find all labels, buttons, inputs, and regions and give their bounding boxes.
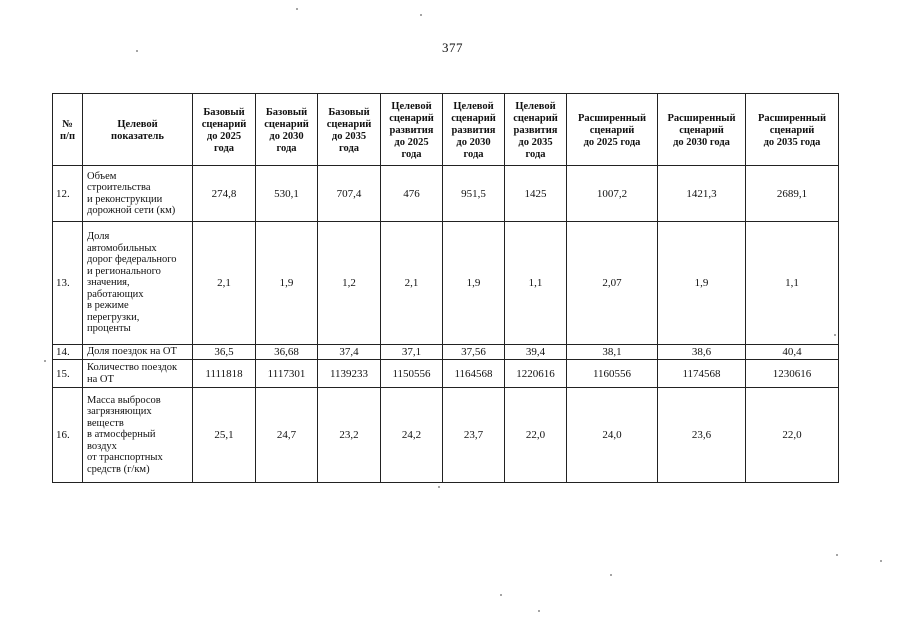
row-indicator: Объем строительства и реконструкции дорожной сети (км) (83, 166, 193, 222)
cell-value: 1,9 (256, 222, 318, 345)
row-number: 15. (53, 360, 83, 388)
cell-value: 1,9 (658, 222, 746, 345)
scan-speck (438, 486, 440, 488)
header-base-2030: Базовый сценарий до 2030 года (256, 94, 318, 166)
cell-value: 951,5 (443, 166, 505, 222)
header-base-2035: Базовый сценарий до 2035 года (318, 94, 381, 166)
cell-value: 1160556 (567, 360, 658, 388)
cell-value: 37,4 (318, 345, 381, 360)
row-indicator: Количество поездок на ОТ (83, 360, 193, 388)
cell-value: 1164568 (443, 360, 505, 388)
cell-value: 22,0 (746, 388, 839, 483)
cell-value: 2,1 (193, 222, 256, 345)
scan-speck (836, 554, 838, 556)
scan-speck (296, 8, 298, 10)
table-row (53, 222, 839, 345)
table-row (53, 345, 839, 360)
cell-value: 1174568 (658, 360, 746, 388)
scan-speck (420, 14, 422, 16)
cell-value: 1,1 (505, 222, 567, 345)
cell-value: 1117301 (256, 360, 318, 388)
row-number: 16. (53, 388, 83, 483)
scan-speck (500, 594, 502, 596)
indicators-table (52, 93, 839, 483)
cell-value: 2,07 (567, 222, 658, 345)
cell-value: 37,1 (381, 345, 443, 360)
scan-speck (136, 50, 138, 52)
table-row (53, 166, 839, 222)
cell-value: 23,6 (658, 388, 746, 483)
cell-value: 1,1 (746, 222, 839, 345)
cell-value: 476 (381, 166, 443, 222)
header-target-2025: Целевой сценарий развития до 2025 года (381, 94, 443, 166)
table-header-row (53, 94, 839, 166)
cell-value: 23,2 (318, 388, 381, 483)
row-indicator: Доля автомобильных дорог федерального и регионального значения, работающих в режиме перегрузки, проценты (83, 222, 193, 345)
cell-value: 1421,3 (658, 166, 746, 222)
cell-value: 24,2 (381, 388, 443, 483)
cell-value: 274,8 (193, 166, 256, 222)
scan-speck (538, 610, 540, 612)
scan-speck (880, 560, 882, 562)
cell-value: 530,1 (256, 166, 318, 222)
cell-value: 24,7 (256, 388, 318, 483)
header-extended-2025: Расширенный сценарий до 2025 года (567, 94, 658, 166)
cell-value: 36,5 (193, 345, 256, 360)
header-target-2030: Целевой сценарий развития до 2030 года (443, 94, 505, 166)
row-indicator: Масса выбросов загрязняющих веществ в атмосферный воздух от транспортных средств (г/км) (83, 388, 193, 483)
cell-value: 23,7 (443, 388, 505, 483)
cell-value: 38,1 (567, 345, 658, 360)
row-indicator: Доля поездок на ОТ (83, 345, 193, 360)
scan-speck (44, 360, 46, 362)
cell-value: 1230616 (746, 360, 839, 388)
cell-value: 38,6 (658, 345, 746, 360)
cell-value: 1425 (505, 166, 567, 222)
cell-value: 1007,2 (567, 166, 658, 222)
row-number: 14. (53, 345, 83, 360)
header-extended-2030: Расширенный сценарий до 2030 года (658, 94, 746, 166)
cell-value: 1220616 (505, 360, 567, 388)
page-number: 377 (442, 40, 463, 55)
cell-value: 39,4 (505, 345, 567, 360)
cell-value: 25,1 (193, 388, 256, 483)
table-row (53, 360, 839, 388)
cell-value: 36,68 (256, 345, 318, 360)
table-row (53, 388, 839, 483)
header-target-2035: Целевой сценарий развития до 2035 года (505, 94, 567, 166)
cell-value: 1,9 (443, 222, 505, 345)
row-number: 12. (53, 166, 83, 222)
cell-value: 24,0 (567, 388, 658, 483)
header-base-2025: Базовый сценарий до 2025 года (193, 94, 256, 166)
header-indicator: Целевой показатель (83, 94, 193, 166)
cell-value: 22,0 (505, 388, 567, 483)
cell-value: 2,1 (381, 222, 443, 345)
cell-value: 1139233 (318, 360, 381, 388)
cell-value: 1111818 (193, 360, 256, 388)
header-number: № п/п (53, 94, 83, 166)
header-extended-2035: Расширенный сценарий до 2035 года (746, 94, 839, 166)
cell-value: 40,4 (746, 345, 839, 360)
cell-value: 37,56 (443, 345, 505, 360)
cell-value: 2689,1 (746, 166, 839, 222)
cell-value: 1,2 (318, 222, 381, 345)
row-number: 13. (53, 222, 83, 345)
scan-speck (834, 334, 836, 336)
indicators-table-container (52, 93, 839, 483)
cell-value: 707,4 (318, 166, 381, 222)
scan-speck (610, 574, 612, 576)
cell-value: 1150556 (381, 360, 443, 388)
